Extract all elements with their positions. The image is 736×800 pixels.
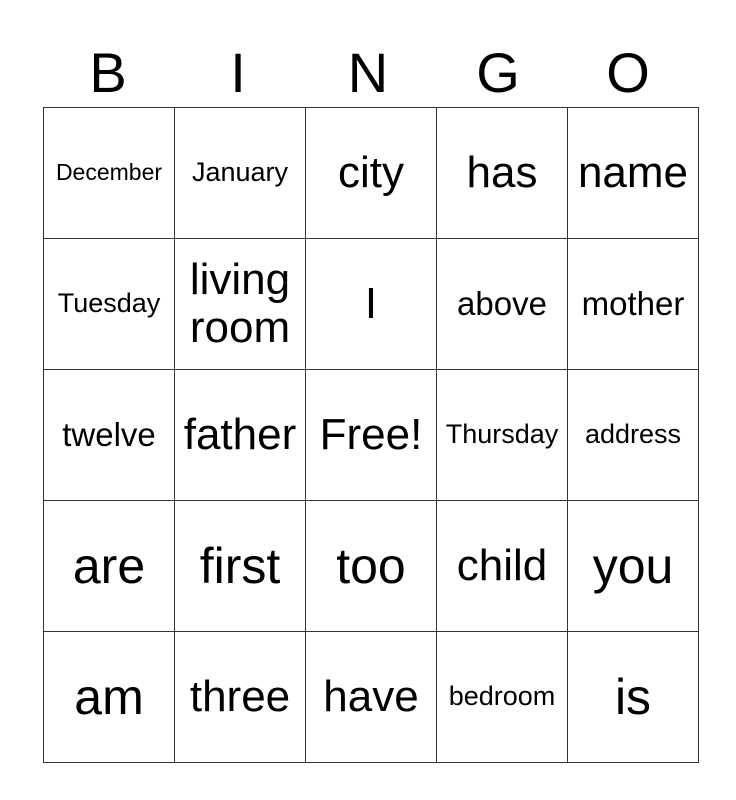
bingo-cell: December (44, 108, 175, 239)
bingo-cell: twelve (44, 370, 175, 501)
bingo-cell: has (437, 108, 568, 239)
bingo-row-2 (44, 239, 699, 370)
bingo-cell: above (437, 239, 568, 370)
header-letter-n: N (347, 41, 389, 104)
header-letter-i: I (230, 41, 246, 104)
bingo-cell: Thursday (437, 370, 568, 501)
bingo-row-3 (44, 370, 699, 501)
bingo-cell: address (568, 370, 699, 501)
header-letter-b: B (89, 41, 127, 104)
bingo-row-1 (44, 108, 699, 239)
free-space-cell: Free! (306, 370, 437, 501)
bingo-cell: living room (175, 239, 306, 370)
bingo-cell: father (175, 370, 306, 501)
bingo-row-5 (44, 632, 699, 763)
bingo-cell: bedroom (437, 632, 568, 763)
bingo-cell: January (175, 108, 306, 239)
bingo-cell: are (44, 501, 175, 632)
header-letter-o: O (606, 41, 650, 104)
bingo-cell: first (175, 501, 306, 632)
bingo-cell: Tuesday (44, 239, 175, 370)
bingo-card-grid (43, 107, 699, 763)
bingo-cell: three (175, 632, 306, 763)
bingo-cell: city (306, 108, 437, 239)
bingo-cell: am (44, 632, 175, 763)
bingo-header (43, 40, 693, 106)
bingo-cell: child (437, 501, 568, 632)
bingo-cell: is (568, 632, 699, 763)
bingo-cell: I (306, 239, 437, 370)
bingo-cell: you (568, 501, 699, 632)
bingo-cell: too (306, 501, 437, 632)
bingo-row-4 (44, 501, 699, 632)
bingo-cell: mother (568, 239, 699, 370)
bingo-cell: name (568, 108, 699, 239)
header-letter-g: G (476, 41, 520, 104)
bingo-cell: have (306, 632, 437, 763)
